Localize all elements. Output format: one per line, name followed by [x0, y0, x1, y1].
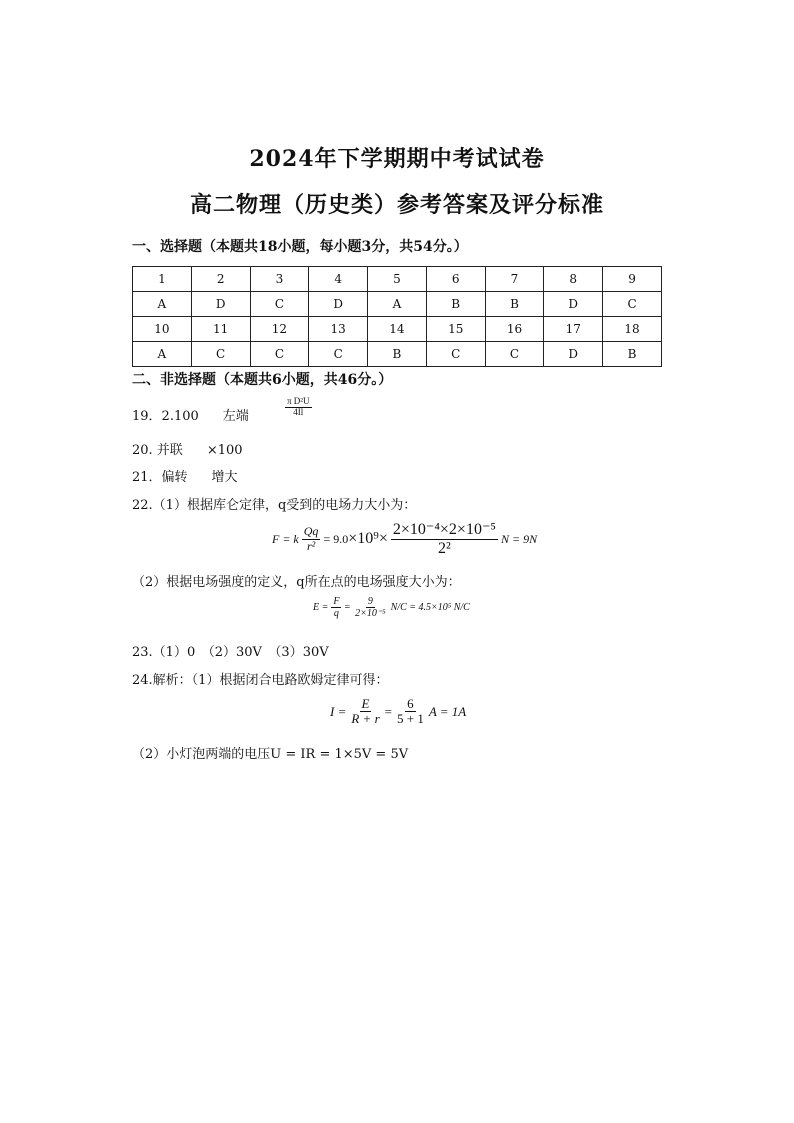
answer-table-row: [133, 342, 662, 367]
answer-cell: B: [485, 292, 544, 317]
question-number-cell: 11: [191, 317, 250, 342]
q24-eq-equals: =: [384, 703, 392, 719]
answer-cell: C: [485, 342, 544, 367]
answer-cell: D: [544, 292, 603, 317]
answer-table-row: [133, 267, 662, 292]
exam-title: 2024年下学期期中考试试卷: [249, 146, 545, 172]
eq2-equals: =: [344, 602, 351, 613]
eq1-lhs: F = k: [272, 531, 299, 546]
answer-cell: C: [191, 342, 250, 367]
section2-heading: 二、非选择题（本题共6小题，共46分。）: [132, 372, 393, 388]
eq1-num: 2×10⁻⁴×2×10⁻⁵: [392, 521, 496, 538]
q19-number: 19．2.100: [132, 409, 199, 424]
eq2-num: 9: [367, 596, 373, 607]
eq1-den: 2²: [438, 539, 451, 557]
question-number-cell: 12: [250, 317, 309, 342]
question-number-cell: 13: [309, 317, 368, 342]
answer-cell: B: [603, 342, 662, 367]
q19-frac-num: π D²U: [287, 396, 310, 406]
answer-cell: B: [426, 292, 485, 317]
q21-number: 21．偏转: [132, 470, 188, 485]
q20-number: 20. 并联: [132, 443, 183, 458]
eq1-result: N = 9N: [500, 531, 538, 546]
answer-cell: B: [368, 342, 427, 367]
q23-answer: 23.（1）0 （2）30V （3）30V: [132, 645, 329, 660]
answer-cell: A: [368, 292, 427, 317]
eq2-lhs: E =: [313, 602, 329, 613]
eq2-result: N/C = 4.5×10⁵ N/C: [390, 602, 470, 613]
q24-part2: （2）小灯泡两端的电压U = IR = 1×5V = 5V: [132, 747, 409, 762]
question-number-cell: 4: [309, 267, 368, 292]
q24-eq-den: R + r: [351, 711, 380, 727]
q22-equation2: [313, 596, 470, 619]
q21-answer: [132, 466, 238, 485]
answer-cell: D: [544, 342, 603, 367]
q24-eq-num: E: [361, 696, 370, 711]
question-number-cell: 18: [603, 317, 662, 342]
question-number-cell: 6: [426, 267, 485, 292]
q19-part2: 左端: [222, 409, 249, 424]
q22-part1: 22.（1）根据库仑定律，q受到的电场力大小为：: [132, 498, 417, 513]
question-number-cell: 2: [191, 267, 250, 292]
answer-table-row: [133, 292, 662, 317]
eq2-den: 2×10⁻⁵: [355, 608, 386, 619]
answer-cell: D: [191, 292, 250, 317]
q19-formula: [282, 397, 315, 418]
question-number-cell: 14: [368, 317, 427, 342]
q22-equation1: [272, 521, 537, 557]
answer-cell: D: [309, 292, 368, 317]
answer-cell: C: [426, 342, 485, 367]
section1-heading: 一、选择题（本题共18小题，每小题3分，共54分。）: [132, 239, 468, 255]
eq1-exp: ×10⁹×: [348, 530, 388, 548]
q24-eq-result: A = 1A: [428, 703, 467, 719]
question-number-cell: 1: [133, 267, 192, 292]
question-number-cell: 3: [250, 267, 309, 292]
eq1-k-num: Qq: [303, 524, 319, 539]
q19-answer: [132, 405, 249, 424]
eq1-k-den: r²: [306, 538, 316, 553]
question-number-cell: 7: [485, 267, 544, 292]
answer-table-row: [133, 317, 662, 342]
question-number-cell: 15: [426, 317, 485, 342]
q24-equation: [330, 697, 466, 727]
exam-subtitle: 高二物理（历史类）参考答案及评分标准: [189, 192, 604, 218]
question-number-cell: 8: [544, 267, 603, 292]
q24-eq-lhs: I =: [330, 703, 347, 719]
q21-part2: 增大: [211, 470, 238, 485]
answer-table: [132, 266, 662, 367]
eq1-mid: = 9.0: [323, 531, 349, 546]
answer-cell: A: [133, 292, 192, 317]
answer-cell: C: [603, 292, 662, 317]
eq2-f-num: F: [333, 596, 340, 607]
answer-cell: C: [250, 292, 309, 317]
q24-eq-den2: 5 + 1: [396, 711, 424, 727]
q20-part2: ×100: [206, 443, 243, 458]
eq2-f-den: q: [333, 608, 339, 619]
q24-part1: 24.解析：（1）根据闭合电路欧姆定律可得：: [132, 673, 389, 688]
q19-frac-den: 4Il: [293, 406, 304, 417]
question-number-cell: 10: [133, 317, 192, 342]
question-number-cell: 9: [603, 267, 662, 292]
answer-cell: A: [133, 342, 192, 367]
question-number-cell: 17: [544, 317, 603, 342]
question-number-cell: 16: [485, 317, 544, 342]
q22-part2: （2）根据电场强度的定义，q所在点的电场强度大小为：: [132, 575, 461, 590]
question-number-cell: 5: [368, 267, 427, 292]
answer-cell: C: [250, 342, 309, 367]
q24-eq-num2: 6: [407, 696, 414, 711]
q20-answer: [132, 439, 243, 458]
answer-cell: C: [309, 342, 368, 367]
